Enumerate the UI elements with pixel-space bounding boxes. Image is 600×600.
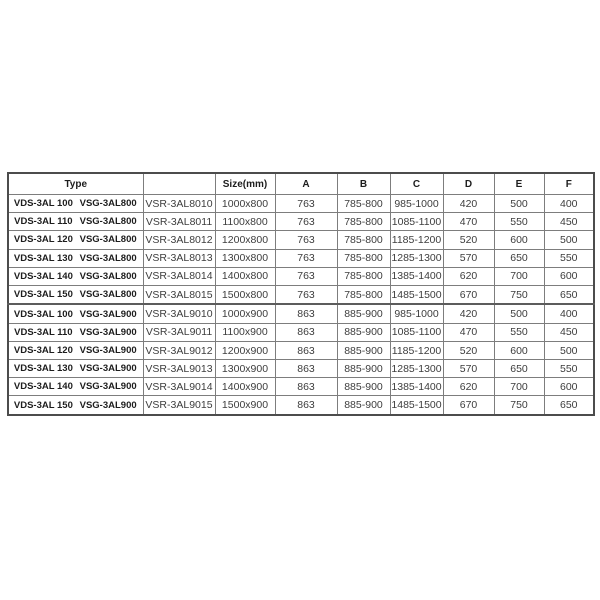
vds-code: VDS-3AL 100 (13, 308, 73, 320)
type-cell (8, 249, 143, 267)
dim-e-cell: 550 (494, 323, 544, 341)
dim-b-cell: 785-800 (337, 213, 390, 231)
vsg-code: VSG-3AL800 (79, 270, 137, 282)
type-cell (8, 231, 143, 249)
vsg-code: VSG-3AL900 (79, 381, 137, 393)
dim-b-cell: 885-900 (337, 304, 390, 323)
dim-d-cell: 420 (443, 304, 494, 323)
dim-b-cell: 885-900 (337, 378, 390, 396)
dim-a-cell: 863 (275, 360, 337, 378)
col-header-f: F (544, 173, 594, 195)
dim-c-cell: 1485-1500 (390, 396, 443, 415)
dim-a-cell: 763 (275, 267, 337, 285)
vsg-code: VSG-3AL800 (79, 252, 137, 264)
dim-a-cell: 863 (275, 323, 337, 341)
dim-b-cell: 785-800 (337, 249, 390, 267)
dim-c-cell: 1085-1100 (390, 323, 443, 341)
type-code-pair (11, 253, 141, 264)
table-row (8, 378, 594, 396)
dim-a-cell: 863 (275, 396, 337, 415)
vsg-code: VSG-3AL800 (79, 216, 137, 228)
type-cell (8, 304, 143, 323)
dim-f-cell: 600 (544, 378, 594, 396)
type-cell (8, 195, 143, 213)
dim-c-cell: 1185-1200 (390, 341, 443, 359)
dim-f-cell: 650 (544, 396, 594, 415)
vsr-code-cell: VSR-3AL8010 (143, 195, 215, 213)
dim-e-cell: 650 (494, 360, 544, 378)
dim-f-cell: 550 (544, 360, 594, 378)
dim-d-cell: 670 (443, 285, 494, 304)
dim-c-cell: 1385-1400 (390, 267, 443, 285)
dim-f-cell: 650 (544, 285, 594, 304)
vds-code: VDS-3AL 110 (14, 216, 73, 228)
type-cell (8, 213, 143, 231)
dim-c-cell: 985-1000 (390, 195, 443, 213)
dim-b-cell: 885-900 (337, 396, 390, 415)
dim-f-cell: 400 (544, 304, 594, 323)
vsr-code-cell: VSR-3AL9011 (143, 323, 215, 341)
dim-a-cell: 863 (275, 341, 337, 359)
dim-d-cell: 620 (443, 378, 494, 396)
type-code-pair (11, 327, 141, 338)
dim-b-cell: 785-800 (337, 267, 390, 285)
dim-a-cell: 763 (275, 195, 337, 213)
type-cell (8, 267, 143, 285)
size-column-header: Size(mm) (215, 173, 275, 195)
size-cell: 1200x900 (215, 341, 275, 359)
table-row (8, 249, 594, 267)
dim-d-cell: 570 (443, 360, 494, 378)
vsg-code: VSG-3AL900 (79, 399, 137, 411)
type-code-pair (11, 198, 141, 209)
vsg-code: VSG-3AL800 (79, 289, 137, 301)
col-header-d: D (443, 173, 494, 195)
vsr-code-cell: VSR-3AL8014 (143, 267, 215, 285)
dim-e-cell: 700 (494, 267, 544, 285)
type-code-pair (11, 216, 141, 227)
size-cell: 1000x800 (215, 195, 275, 213)
vds-code: VDS-3AL 130 (13, 252, 73, 264)
vds-code: VDS-3AL 130 (13, 363, 73, 375)
dim-c-cell: 1385-1400 (390, 378, 443, 396)
dim-f-cell: 450 (544, 213, 594, 231)
dim-f-cell: 500 (544, 231, 594, 249)
vds-code: VDS-3AL 120 (13, 234, 73, 246)
type-column-header: Type (8, 173, 143, 195)
type-cell (8, 396, 143, 415)
dim-e-cell: 750 (494, 285, 544, 304)
dim-b-cell: 785-800 (337, 231, 390, 249)
table-row (8, 267, 594, 285)
dim-e-cell: 650 (494, 249, 544, 267)
dim-a-cell: 863 (275, 378, 337, 396)
vds-code: VDS-3AL 110 (14, 326, 73, 338)
type-code-pair (11, 400, 141, 411)
table-row (8, 304, 594, 323)
dim-d-cell: 570 (443, 249, 494, 267)
type-cell (8, 378, 143, 396)
dim-a-cell: 863 (275, 304, 337, 323)
dim-e-cell: 600 (494, 231, 544, 249)
dim-a-cell: 763 (275, 249, 337, 267)
vsr-code-cell: VSR-3AL9015 (143, 396, 215, 415)
size-cell: 1500x900 (215, 396, 275, 415)
dim-b-cell: 785-800 (337, 195, 390, 213)
vsg-code: VSG-3AL900 (79, 308, 137, 320)
dim-b-cell: 885-900 (337, 360, 390, 378)
type-code-pair (11, 381, 141, 392)
col-header-e: E (494, 173, 544, 195)
vsr-code-cell: VSR-3AL8015 (143, 285, 215, 304)
size-cell: 1000x900 (215, 304, 275, 323)
vds-code: VDS-3AL 150 (13, 399, 73, 411)
vds-code: VDS-3AL 100 (13, 198, 73, 210)
dim-f-cell: 600 (544, 267, 594, 285)
col-header-c: C (390, 173, 443, 195)
type-code-pair (11, 234, 141, 245)
dim-c-cell: 1285-1300 (390, 360, 443, 378)
vsr-code-cell: VSR-3AL9012 (143, 341, 215, 359)
dim-e-cell: 700 (494, 378, 544, 396)
size-cell: 1100x800 (215, 213, 275, 231)
type-code-pair (11, 363, 141, 374)
dim-d-cell: 620 (443, 267, 494, 285)
size-cell: 1400x800 (215, 267, 275, 285)
size-cell: 1500x800 (215, 285, 275, 304)
type-cell (8, 341, 143, 359)
vsr-code-cell: VSR-3AL9014 (143, 378, 215, 396)
vsg-code: VSG-3AL900 (79, 363, 137, 375)
col-header-a: A (275, 173, 337, 195)
vsr-code-cell: VSR-3AL8012 (143, 231, 215, 249)
code-column-header (143, 173, 215, 195)
vsg-code: VSG-3AL800 (79, 234, 137, 246)
dim-c-cell: 1085-1100 (390, 213, 443, 231)
dim-b-cell: 885-900 (337, 341, 390, 359)
spec-table (7, 172, 595, 416)
dim-d-cell: 470 (443, 213, 494, 231)
vsg-code: VSG-3AL800 (79, 198, 137, 210)
dim-b-cell: 885-900 (337, 323, 390, 341)
vsg-code: VSG-3AL900 (79, 345, 137, 356)
type-code-pair (11, 289, 141, 300)
vsr-code-cell: VSR-3AL9013 (143, 360, 215, 378)
dim-d-cell: 670 (443, 396, 494, 415)
table-row (8, 360, 594, 378)
dim-a-cell: 763 (275, 213, 337, 231)
dim-f-cell: 450 (544, 323, 594, 341)
type-cell (8, 285, 143, 304)
dim-c-cell: 1185-1200 (390, 231, 443, 249)
table-row (8, 323, 594, 341)
col-header-b: B (337, 173, 390, 195)
size-cell: 1300x800 (215, 249, 275, 267)
table-row (8, 231, 594, 249)
dim-a-cell: 763 (275, 285, 337, 304)
vsg-code: VSG-3AL900 (79, 326, 137, 338)
dim-d-cell: 470 (443, 323, 494, 341)
vsr-code-cell: VSR-3AL9010 (143, 304, 215, 323)
dim-f-cell: 550 (544, 249, 594, 267)
vds-code: VDS-3AL 150 (13, 289, 73, 301)
header-row (8, 173, 594, 195)
dim-d-cell: 520 (443, 341, 494, 359)
dim-c-cell: 1485-1500 (390, 285, 443, 304)
dim-f-cell: 500 (544, 341, 594, 359)
dim-e-cell: 600 (494, 341, 544, 359)
vsr-code-cell: VSR-3AL8013 (143, 249, 215, 267)
vds-code: VDS-3AL 120 (13, 345, 73, 356)
type-code-pair (11, 271, 141, 282)
dim-b-cell: 785-800 (337, 285, 390, 304)
dim-c-cell: 985-1000 (390, 304, 443, 323)
type-code-pair (11, 309, 141, 320)
vsr-code-cell: VSR-3AL8011 (143, 213, 215, 231)
dim-d-cell: 420 (443, 195, 494, 213)
table-row (8, 195, 594, 213)
dim-e-cell: 500 (494, 304, 544, 323)
type-cell (8, 323, 143, 341)
dim-c-cell: 1285-1300 (390, 249, 443, 267)
table-row (8, 341, 594, 359)
spec-table-body (8, 195, 594, 416)
size-cell: 1100x900 (215, 323, 275, 341)
dim-d-cell: 520 (443, 231, 494, 249)
dim-e-cell: 500 (494, 195, 544, 213)
type-cell (8, 360, 143, 378)
dim-a-cell: 763 (275, 231, 337, 249)
dim-f-cell: 400 (544, 195, 594, 213)
dim-e-cell: 550 (494, 213, 544, 231)
vds-code: VDS-3AL 140 (13, 270, 73, 282)
size-cell: 1400x900 (215, 378, 275, 396)
type-code-pair (11, 345, 141, 356)
table-row (8, 396, 594, 415)
size-cell: 1200x800 (215, 231, 275, 249)
size-cell: 1300x900 (215, 360, 275, 378)
vds-code: VDS-3AL 140 (13, 381, 73, 393)
table-row (8, 213, 594, 231)
table-row (8, 285, 594, 304)
dim-e-cell: 750 (494, 396, 544, 415)
